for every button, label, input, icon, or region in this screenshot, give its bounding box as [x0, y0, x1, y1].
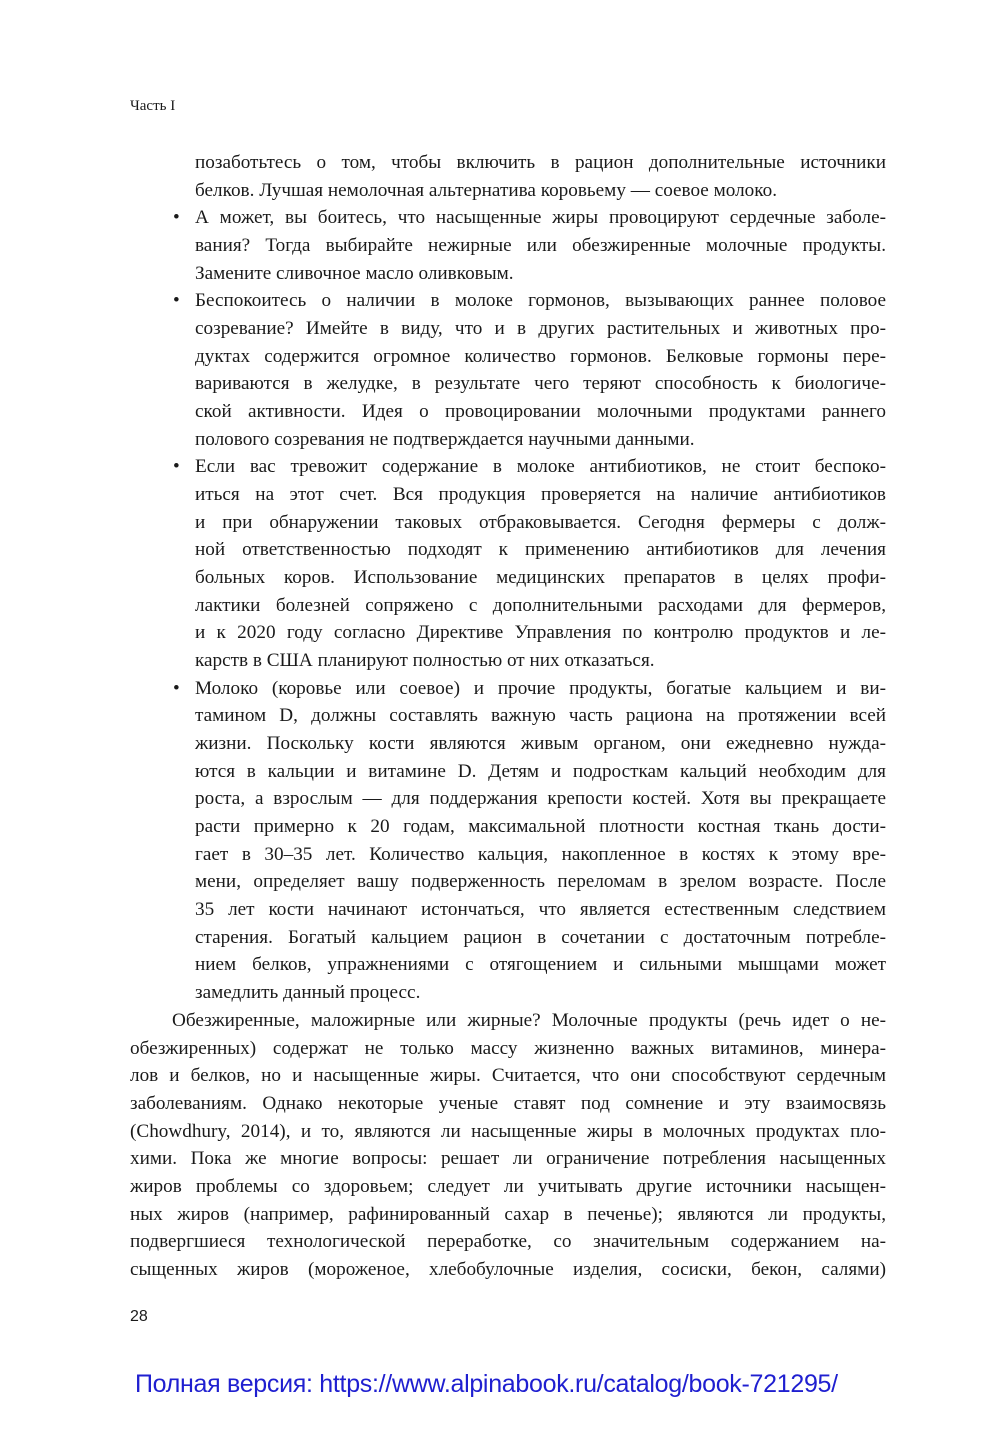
text-line-content: Если вас тревожит содержание в молоке антибиотиков, не стоит беспоко-	[195, 456, 886, 478]
text-line-content: подвергшиеся технологической переработке, со значительным содержанием на-	[130, 1231, 886, 1253]
text-line-content: Обезжиренные, маложирные или жирные? Молочные продукты (речь идет о не-	[172, 1009, 886, 1031]
text-line	[195, 509, 886, 537]
text-line	[195, 868, 886, 896]
text-line-content: вания? Тогда выбирайте нежирные или обезжиренные молочные продукты.	[195, 235, 886, 257]
running-head: Часть I	[130, 98, 176, 114]
text-line	[195, 453, 886, 481]
text-line-content: жизни. Поскольку кости являются живым органом, они ежедневно нужда-	[195, 733, 886, 755]
text-line	[195, 592, 886, 620]
text-line-content: ской активности. Идея о провоцировании молочными продуктами раннего	[195, 401, 886, 423]
text-line-content: мени, определяет вашу подверженность переломам в зрелом возрасте. После	[195, 871, 886, 893]
text-line-content: ной ответственностью подходят к применению антибиотиков для лечения	[195, 539, 886, 561]
text-line-content: иться на этот счет. Вся продукция проверяется на наличие антибиотиков	[195, 484, 886, 506]
text-line-content: (Chowdhury, 2014), и то, являются ли насыщенные жиры в молочных продуктах пло-	[130, 1120, 886, 1142]
text-line-content: ются в кальции и витамине D. Детям и подросткам кальций необходим для	[195, 760, 886, 782]
continuation-text	[130, 149, 886, 204]
text-line	[195, 177, 886, 205]
text-line	[195, 315, 886, 343]
text-line-content: Молоко (коровье или соевое) и прочие продукты, богатые кальцием и ви-	[195, 677, 886, 699]
text-line-content: карств в США планируют полностью от них отказаться.	[195, 650, 655, 672]
text-line	[130, 1201, 886, 1229]
full-version-link-text[interactable]: Полная версия: https://www.alpinabook.ru/catalog/book-721295/	[135, 1370, 838, 1398]
bullet-item	[130, 204, 886, 287]
text-line	[195, 647, 886, 675]
text-line	[195, 287, 886, 315]
bullet-item	[130, 675, 886, 1007]
text-line-content: А может, вы боитесь, что насыщенные жиры провоцируют сердечные заболе-	[195, 207, 886, 229]
text-line	[130, 1173, 886, 1201]
bullet-icon: •	[173, 290, 180, 312]
text-line	[195, 619, 886, 647]
page-number: 28	[130, 1308, 148, 1325]
text-line-content: больных коров. Использование медицинских препаратов в целях профи-	[195, 567, 886, 589]
text-line	[130, 1145, 886, 1173]
text-line	[195, 370, 886, 398]
bullet-icon: •	[173, 207, 180, 229]
text-line-content: созревание? Имейте в виду, что и в других растительных и животных про-	[195, 318, 886, 340]
text-line-content: жиров проблемы со здоровьем; следует ли учитывать другие источники насыщен-	[130, 1175, 886, 1197]
text-line	[195, 536, 886, 564]
text-line-content: заболеваниям. Однако некоторые ученые ставят под сомнение и эту взаимосвязь	[130, 1092, 886, 1114]
text-line	[195, 149, 886, 177]
body-text	[130, 149, 886, 1284]
text-line	[130, 1035, 886, 1063]
text-line	[195, 343, 886, 371]
text-line	[195, 702, 886, 730]
text-line-content: расти примерно к 20 годам, максимальной плотности костная ткань дости-	[195, 816, 886, 838]
text-line-content: белков. Лучшая немолочная альтернатива коровьему — соевое молоко.	[195, 179, 778, 201]
text-line-content: Замените сливочное масло оливковым.	[195, 262, 514, 284]
text-line-content: сыщенных жиров (мороженое, хлебобулочные изделия, сосиски, бекон, салями)	[130, 1258, 886, 1280]
text-line	[195, 675, 886, 703]
text-line	[195, 481, 886, 509]
text-line	[195, 730, 886, 758]
text-line	[195, 204, 886, 232]
text-line	[195, 813, 886, 841]
text-line	[130, 1090, 886, 1118]
text-line	[195, 785, 886, 813]
text-line-content: замедлить данный процесс.	[195, 982, 421, 1004]
bullet-item	[130, 453, 886, 674]
text-line-content: позаботьтесь о том, чтобы включить в рацион дополнительные источники	[195, 152, 886, 173]
bullet-item	[130, 287, 886, 453]
text-line-content: дуктах содержится огромное количество гормонов. Белковые гормоны пере-	[195, 345, 886, 367]
text-line	[130, 1256, 886, 1284]
text-line-content: старения. Богатый кальцием рацион в сочетании с достаточным потребле-	[195, 926, 886, 948]
bullet-icon: •	[173, 456, 180, 478]
text-line-content: лов и белков, но и насыщенные жиры. Считается, что они способствуют сердечным	[130, 1065, 886, 1087]
text-line	[195, 758, 886, 786]
text-line	[195, 260, 886, 288]
text-line-content: ных жиров (например, рафинированный сахар в печенье); являются ли продукты,	[130, 1203, 886, 1225]
text-line-content: тамином D, должны составлять важную часть рациона на протяжении всей	[195, 705, 886, 727]
paragraph	[130, 1007, 886, 1284]
text-line	[130, 1228, 886, 1256]
text-line	[195, 951, 886, 979]
text-line-content: и к 2020 году согласно Директиве Управления по контролю продуктов и ле-	[195, 622, 886, 644]
text-line	[195, 979, 886, 1007]
full-version-link[interactable]	[135, 1370, 838, 1399]
text-line-content: роста, а взрослым — для поддержания крепости костей. Хотя вы прекращаете	[195, 788, 886, 810]
text-line	[195, 924, 886, 952]
text-line	[130, 1007, 886, 1035]
text-line	[130, 1118, 886, 1146]
text-line-content: нием белков, упражнениями с отягощением и сильными мышцами может	[195, 954, 886, 976]
text-line-content: Беспокоитесь о наличии в молоке гормонов, вызывающих раннее половое	[195, 290, 886, 312]
text-line	[195, 841, 886, 869]
text-line-content: лактики болезней сопряжено с дополнительными расходами для фермеров,	[195, 594, 886, 616]
text-line-content: хими. Пока же многие вопросы: решает ли ограничение потребления насыщенных	[130, 1148, 886, 1170]
text-line-content: вариваются в желудке, в результате чего теряют способность к биологиче-	[195, 373, 886, 395]
text-line	[195, 896, 886, 924]
text-line-content: гает в 30–35 лет. Количество кальция, накопленное в костях к этому вре-	[195, 843, 886, 865]
text-line-content: 35 лет кости начинают истончаться, что является естественным следствием	[195, 899, 886, 921]
text-line	[195, 564, 886, 592]
text-line	[195, 398, 886, 426]
text-line	[195, 232, 886, 260]
bullet-icon: •	[173, 677, 180, 699]
text-line	[130, 1062, 886, 1090]
text-line-content: и при обнаружении таковых отбраковывается. Сегодня фермеры с долж-	[195, 511, 886, 533]
text-line-content: обезжиренных) содержат не только массу жизненно важных витаминов, минера-	[130, 1037, 886, 1059]
text-line	[195, 426, 886, 454]
text-line-content: полового созревания не подтверждается научными данными.	[195, 428, 695, 450]
